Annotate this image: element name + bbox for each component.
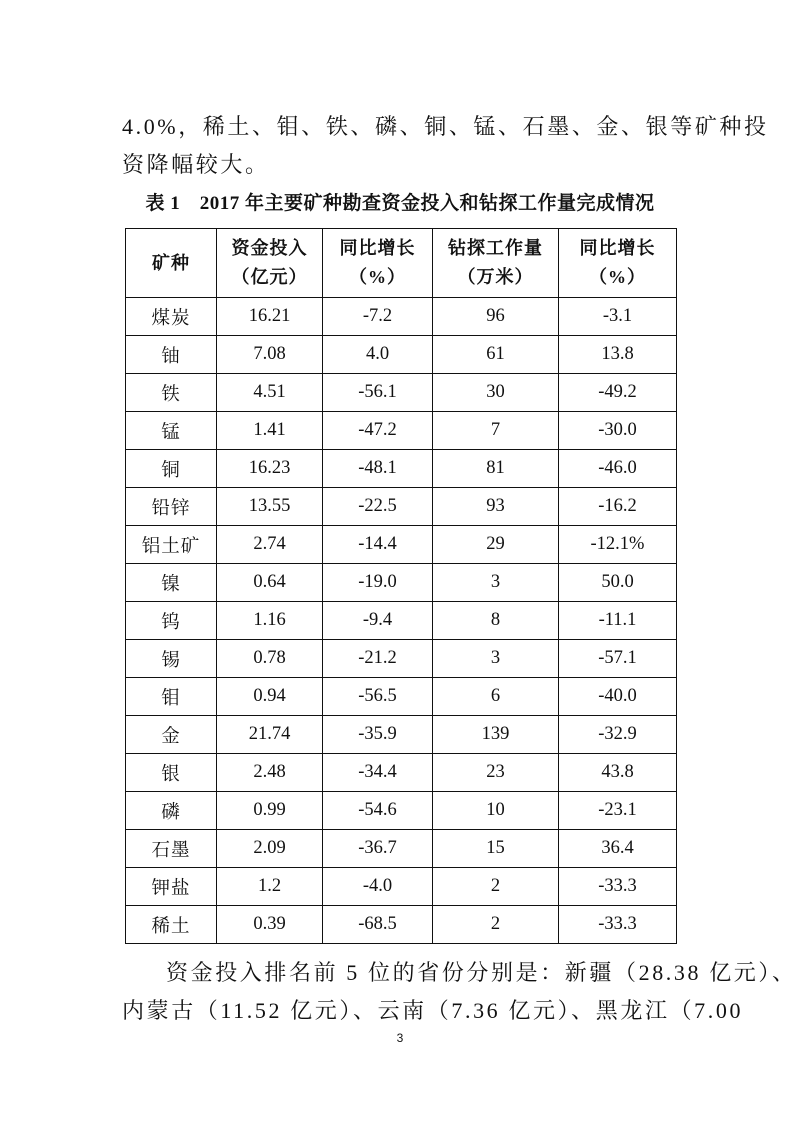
table-row <box>126 374 677 412</box>
value-cell: -54.6 <box>323 792 433 830</box>
value-cell: -47.2 <box>323 412 433 450</box>
value-cell: 10 <box>433 792 559 830</box>
value-cell: 2 <box>433 868 559 906</box>
table-row <box>126 906 677 944</box>
value-cell: -23.1 <box>559 792 677 830</box>
value-cell: 23 <box>433 754 559 792</box>
table-row <box>126 336 677 374</box>
value-cell: -3.1 <box>559 298 677 336</box>
table-row <box>126 488 677 526</box>
mineral-name-cell: 铅锌 <box>126 488 217 526</box>
column-header-label: 资金投入 <box>231 238 308 258</box>
value-cell: 3 <box>433 564 559 602</box>
value-cell: -48.1 <box>323 450 433 488</box>
table-row <box>126 868 677 906</box>
value-cell: -9.4 <box>323 602 433 640</box>
value-cell: 7.08 <box>217 336 323 374</box>
value-cell: -33.3 <box>559 906 677 944</box>
value-cell: -4.0 <box>323 868 433 906</box>
value-cell: 61 <box>433 336 559 374</box>
column-header <box>559 229 677 298</box>
value-cell: 0.39 <box>217 906 323 944</box>
column-header <box>323 229 433 298</box>
value-cell: -56.5 <box>323 678 433 716</box>
value-cell: 6 <box>433 678 559 716</box>
column-header <box>217 229 323 298</box>
value-cell: -36.7 <box>323 830 433 868</box>
mineral-name-cell: 钾盐 <box>126 868 217 906</box>
value-cell: 15 <box>433 830 559 868</box>
mineral-name-cell: 煤炭 <box>126 298 217 336</box>
value-cell: 50.0 <box>559 564 677 602</box>
value-cell: -57.1 <box>559 640 677 678</box>
value-cell: 2.74 <box>217 526 323 564</box>
column-header-unit: （亿元） <box>231 267 308 287</box>
mineral-name-cell: 铁 <box>126 374 217 412</box>
table-row <box>126 298 677 336</box>
mineral-name-cell: 锡 <box>126 640 217 678</box>
value-cell: 21.74 <box>217 716 323 754</box>
mineral-name-cell: 锰 <box>126 412 217 450</box>
mineral-name-cell: 钨 <box>126 602 217 640</box>
mineral-name-cell: 银 <box>126 754 217 792</box>
mineral-name-cell: 铀 <box>126 336 217 374</box>
table-row <box>126 754 677 792</box>
mineral-investment-table <box>125 228 677 944</box>
mineral-name-cell: 石墨 <box>126 830 217 868</box>
mineral-name-cell: 金 <box>126 716 217 754</box>
value-cell: -68.5 <box>323 906 433 944</box>
value-cell: 16.23 <box>217 450 323 488</box>
value-cell: 2.48 <box>217 754 323 792</box>
column-header-label: 矿种 <box>152 252 190 273</box>
value-cell: 0.64 <box>217 564 323 602</box>
table-row <box>126 830 677 868</box>
table-row <box>126 792 677 830</box>
mineral-name-cell: 稀土 <box>126 906 217 944</box>
column-header-unit: （%） <box>349 267 406 287</box>
mineral-name-cell: 铝土矿 <box>126 526 217 564</box>
value-cell: 139 <box>433 716 559 754</box>
value-cell: 2.09 <box>217 830 323 868</box>
column-header-label: 同比增长 <box>579 238 656 258</box>
value-cell: -11.1 <box>559 602 677 640</box>
column-header <box>126 229 217 298</box>
value-cell: -21.2 <box>323 640 433 678</box>
value-cell: 2 <box>433 906 559 944</box>
column-header <box>433 229 559 298</box>
value-cell: 0.99 <box>217 792 323 830</box>
value-cell: -12.1% <box>559 526 677 564</box>
value-cell: 30 <box>433 374 559 412</box>
table-row <box>126 526 677 564</box>
value-cell: -32.9 <box>559 716 677 754</box>
value-cell: -30.0 <box>559 412 677 450</box>
page-number: 3 <box>396 1031 404 1045</box>
value-cell: 3 <box>433 640 559 678</box>
table-caption: 表 1 2017 年主要矿种勘查资金投入和钻探工作量完成情况 <box>145 193 655 214</box>
value-cell: 43.8 <box>559 754 677 792</box>
column-header-unit: （%） <box>589 267 646 287</box>
outro-paragraph <box>122 954 797 1030</box>
table-header-row <box>126 229 677 298</box>
value-cell: 81 <box>433 450 559 488</box>
value-cell: 16.21 <box>217 298 323 336</box>
mineral-name-cell: 铜 <box>126 450 217 488</box>
outro-line-2: 内蒙古（11.52 亿元）、云南（7.36 亿元）、黑龙江（7.00 <box>122 998 744 1023</box>
outro-line-1: 资金投入排名前 5 位的省份分别是：新疆（28.38 亿元）、 <box>166 960 797 985</box>
value-cell: -35.9 <box>323 716 433 754</box>
table-row <box>126 716 677 754</box>
intro-paragraph <box>122 108 769 184</box>
value-cell: -49.2 <box>559 374 677 412</box>
value-cell: -7.2 <box>323 298 433 336</box>
value-cell: -19.0 <box>323 564 433 602</box>
intro-line-1: 4.0%，稀土、钼、铁、磷、铜、锰、石墨、金、银等矿种投 <box>122 114 769 139</box>
value-cell: 1.16 <box>217 602 323 640</box>
value-cell: -56.1 <box>323 374 433 412</box>
value-cell: 96 <box>433 298 559 336</box>
column-header-label: 钻探工作量 <box>448 238 543 258</box>
value-cell: 1.41 <box>217 412 323 450</box>
value-cell: 0.78 <box>217 640 323 678</box>
value-cell: 13.55 <box>217 488 323 526</box>
value-cell: -34.4 <box>323 754 433 792</box>
value-cell: -46.0 <box>559 450 677 488</box>
table-row <box>126 602 677 640</box>
intro-line-2: 资降幅较大。 <box>122 152 270 177</box>
value-cell: 7 <box>433 412 559 450</box>
value-cell: -22.5 <box>323 488 433 526</box>
value-cell: 93 <box>433 488 559 526</box>
value-cell: -16.2 <box>559 488 677 526</box>
value-cell: -14.4 <box>323 526 433 564</box>
value-cell: -40.0 <box>559 678 677 716</box>
table-row <box>126 450 677 488</box>
mineral-name-cell: 镍 <box>126 564 217 602</box>
value-cell: 8 <box>433 602 559 640</box>
mineral-name-cell: 磷 <box>126 792 217 830</box>
value-cell: -33.3 <box>559 868 677 906</box>
table-body <box>126 298 677 944</box>
value-cell: 1.2 <box>217 868 323 906</box>
value-cell: 0.94 <box>217 678 323 716</box>
table-row <box>126 564 677 602</box>
mineral-name-cell: 钼 <box>126 678 217 716</box>
column-header-unit: （万米） <box>457 267 534 287</box>
value-cell: 13.8 <box>559 336 677 374</box>
value-cell: 29 <box>433 526 559 564</box>
value-cell: 4.51 <box>217 374 323 412</box>
table-row <box>126 678 677 716</box>
table-row <box>126 640 677 678</box>
value-cell: 4.0 <box>323 336 433 374</box>
value-cell: 36.4 <box>559 830 677 868</box>
table-row <box>126 412 677 450</box>
column-header-label: 同比增长 <box>339 238 416 258</box>
